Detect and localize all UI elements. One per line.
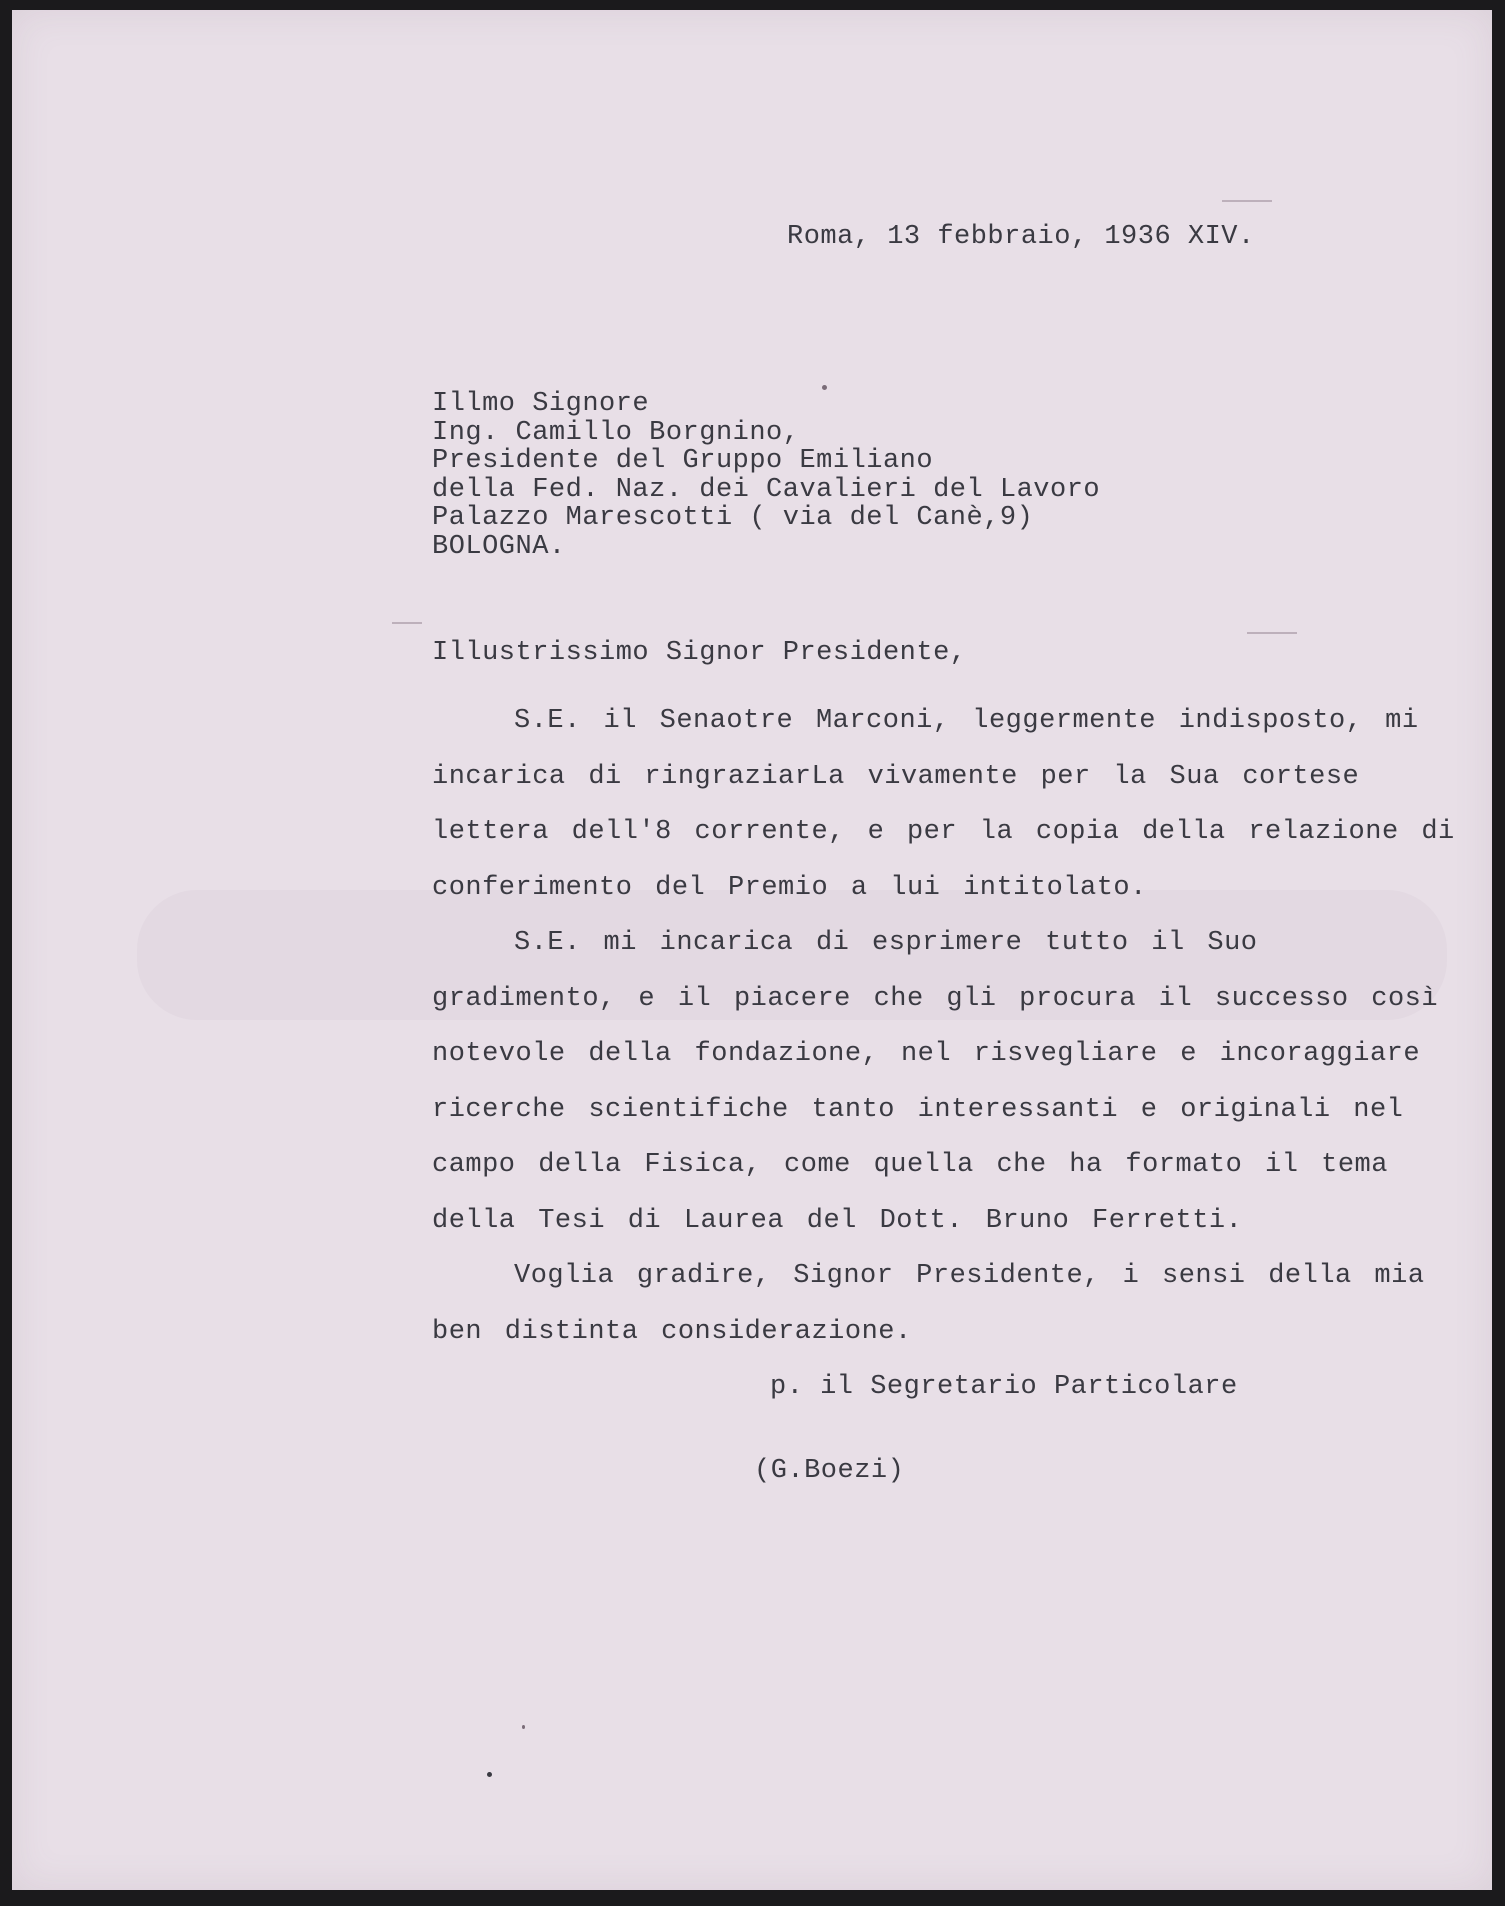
signature: (G.Boezi) — [754, 1456, 905, 1486]
ink-speck — [487, 1772, 492, 1777]
paper-mark — [1247, 632, 1297, 634]
address-line: BOLOGNA. — [432, 531, 566, 562]
salutation: Illustrissimo Signor Presidente, — [432, 638, 967, 668]
paper-mark — [1222, 200, 1272, 202]
letter-page — [12, 10, 1492, 1890]
ink-speck — [822, 385, 827, 390]
address-line: Palazzo Marescotti ( via del Canè,9) — [432, 503, 1034, 533]
body-paragraph: S.E. mi incarica di esprimere tutto il Suo gradimento, e il piacere che gli procura il successo così notevole della fondazione, nel risvegliare e incoraggiare ricerche scientifiche tanto interessanti e originali nel campo della Fisica, come quella che ha formato il tema della Tesi di Laurea del Dott. Bruno Ferretti. — [432, 928, 1439, 1236]
closing-line: p. il Segretario Particolare — [770, 1372, 1238, 1402]
letter-date: Roma, 13 febbraio, 1936 XIV. — [787, 222, 1255, 252]
ink-speck — [522, 1725, 525, 1729]
body-paragraph: Voglia gradire, Signor Presidente, i sensi della mia ben distinta considerazione. — [432, 1261, 1425, 1347]
address-line: della Fed. Naz. dei Cavalieri del Lavoro — [432, 474, 1101, 505]
body-paragraph: S.E. il Senaotre Marconi, leggermente indisposto, mi incarica di ringraziarLa vivamente per la Sua cortese lettera dell'8 corrente, e per la copia della relazione di conferimento del Premio a lui intitolato. — [432, 706, 1455, 903]
paper-mark — [392, 622, 422, 624]
address-line: Presidente del Gruppo Emiliano — [432, 446, 934, 476]
address-line: Ing. Camillo Borgnino, — [432, 417, 800, 448]
recipient-address — [432, 390, 1100, 561]
letter-body — [432, 694, 1462, 1360]
address-line: Illmo Signore — [432, 389, 650, 419]
